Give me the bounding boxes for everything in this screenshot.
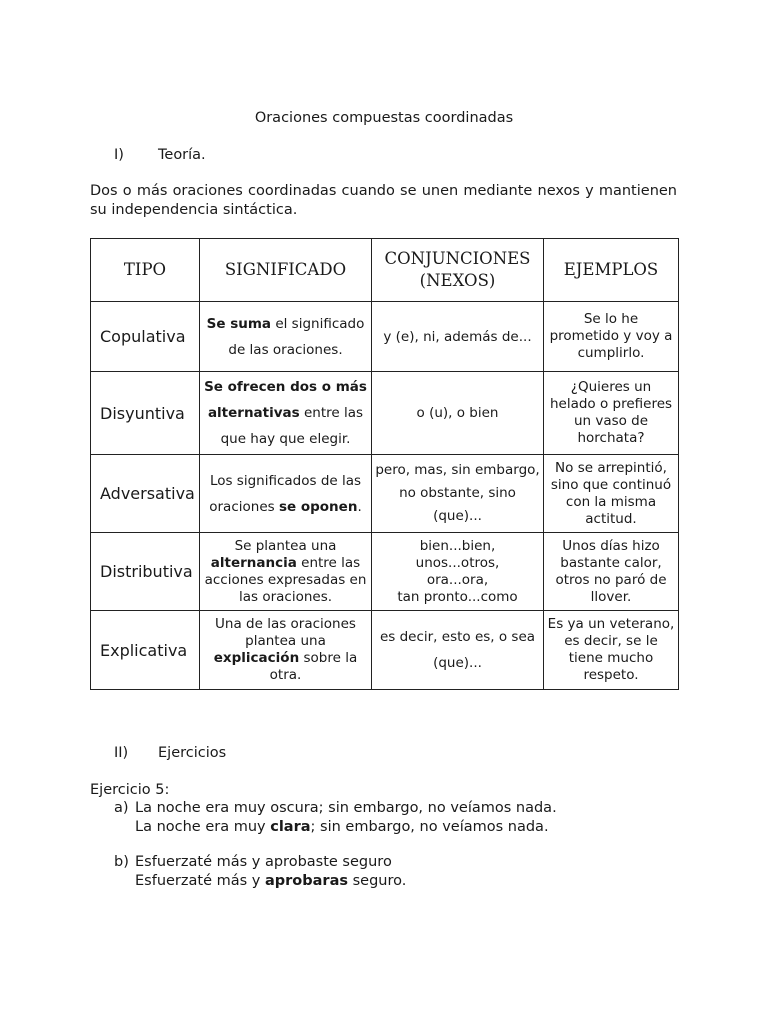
tipo-cell: Explicativa: [91, 611, 200, 690]
tipo-cell: Copulativa: [91, 302, 200, 372]
table-row: [91, 455, 679, 533]
ejemplos-cell: No se arrepintió, sino que continuó con la misma actitud.: [544, 455, 679, 533]
header-ejemplos: EJEMPLOS: [544, 239, 679, 302]
corrected-sentence: [114, 818, 557, 837]
conjunciones-cell: [372, 533, 544, 611]
conjunciones-cell: pero, mas, sin embargo, no obstante, sino (que)...: [372, 455, 544, 533]
significado-text: Se plantea una: [234, 537, 337, 554]
item-label: b): [114, 854, 129, 870]
corrected-text: Esfuerzaté más y: [135, 873, 265, 889]
conjunction-line: unos...otros,: [415, 554, 500, 571]
significado-cell: [200, 611, 372, 690]
significado-text: sobre la otra.: [269, 650, 358, 683]
significado-cell: [200, 455, 372, 533]
header-tipo: TIPO: [91, 239, 200, 302]
tipo-cell: Distributiva: [91, 533, 200, 611]
table-row: [91, 372, 679, 455]
section-label: Teoría.: [158, 147, 206, 163]
section-theory-heading: [114, 147, 206, 163]
section-exercises-heading: [114, 745, 226, 761]
ejemplos-cell: ¿Quieres un helado o prefieres un vaso de horchata?: [544, 372, 679, 455]
tipo-cell: Disyuntiva: [91, 372, 200, 455]
table-row: [91, 533, 679, 611]
header-conjunciones: CONJUNCIONES (NEXOS): [372, 239, 544, 302]
document-title: Oraciones compuestas coordinadas: [254, 110, 514, 126]
significado-text: entre las que hay que elegir.: [220, 405, 364, 447]
significado-text: entre las acciones expresadas en las oraciones.: [204, 554, 367, 605]
conjunciones-cell: y (e), ni, además de...: [372, 302, 544, 372]
section-number: II): [114, 745, 129, 761]
corrected-text: ; sin embargo, no veíamos nada.: [310, 819, 549, 835]
conjunction-line: tan pronto...como: [397, 588, 518, 605]
significado-text: Una de las oraciones plantea una: [215, 616, 356, 649]
section-label: Ejercicios: [158, 745, 227, 761]
significado-text: .: [357, 498, 362, 515]
conjunciones-cell: es decir, esto es, o sea (que)...: [372, 611, 544, 690]
significado-cell: [200, 302, 372, 372]
conjunciones-cell: o (u), o bien: [372, 372, 544, 455]
exercise-item-b: [114, 853, 406, 891]
original-sentence: La noche era muy oscura; sin embargo, no veíamos nada.: [135, 800, 557, 816]
corrected-text: seguro.: [348, 873, 407, 889]
corrected-word: clara: [270, 819, 311, 835]
table-header-row: [91, 239, 679, 302]
corrected-text: La noche era muy: [135, 819, 271, 835]
significado-text: el significado de las oraciones.: [228, 315, 365, 358]
corrected-word: aprobaras: [264, 873, 348, 889]
exercise-item-a: [114, 799, 557, 837]
table-row: [91, 302, 679, 372]
significado-bold: alternancia: [210, 554, 297, 571]
ejemplos-cell: Se lo he prometido y voy a cumplirlo.: [544, 302, 679, 372]
exercise-title: Ejercicio 5:: [90, 782, 170, 798]
significado-bold: se oponen: [278, 498, 358, 515]
item-label: a): [114, 800, 129, 816]
coordination-table: [90, 238, 679, 690]
corrected-sentence: [114, 872, 406, 891]
conjunction-line: ora...ora,: [426, 571, 489, 588]
ejemplos-cell: Es ya un veterano, es decir, se le tiene mucho respeto.: [544, 611, 679, 690]
intro-paragraph: Dos o más oraciones coordinadas cuando se unen mediante nexos y mantienen su independencia sintáctica.: [90, 183, 677, 218]
ejemplos-cell: Unos días hizo bastante calor, otros no paró de llover.: [544, 533, 679, 611]
conjunction-line: bien...bien,: [419, 537, 496, 554]
table-row: [91, 611, 679, 690]
significado-cell: [200, 372, 372, 455]
section-number: I): [114, 147, 124, 163]
header-significado: SIGNIFICADO: [200, 239, 372, 302]
significado-bold: explicación: [213, 650, 300, 666]
significado-text: Los significados de las oraciones: [209, 472, 362, 515]
significado-cell: [200, 533, 372, 611]
tipo-cell: Adversativa: [91, 455, 200, 533]
original-sentence: Esfuerzaté más y aprobaste seguro: [135, 854, 392, 870]
significado-bold: Se ofrecen dos o más alternativas: [204, 379, 367, 421]
significado-bold: Se suma: [206, 315, 272, 332]
